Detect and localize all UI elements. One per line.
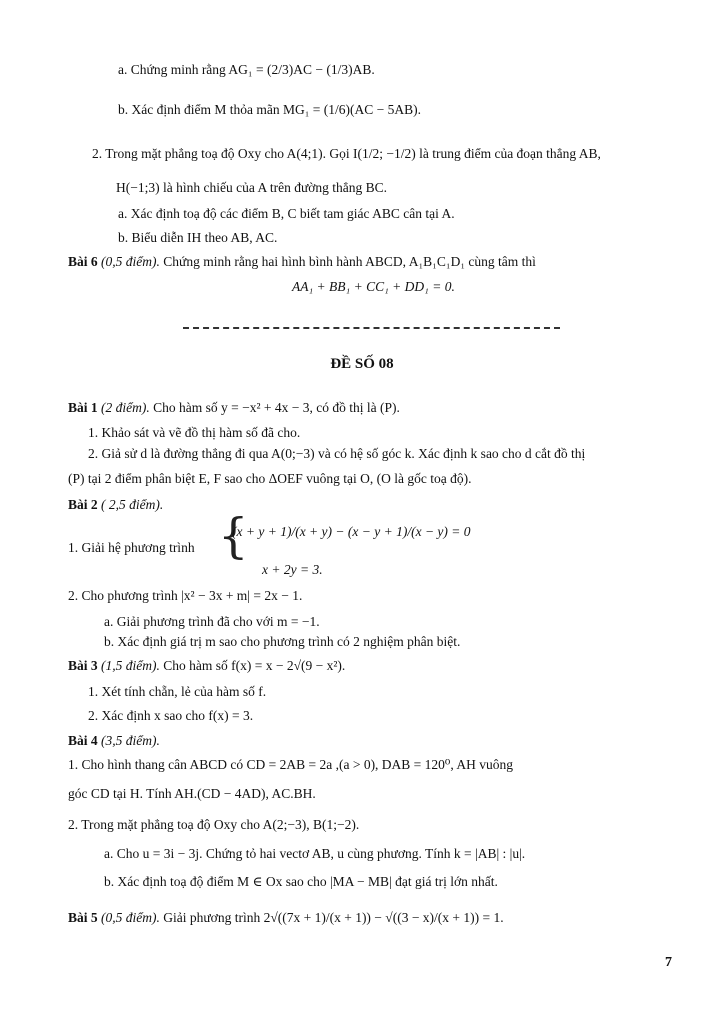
bai6-label: Bài 6: [68, 254, 98, 269]
bai4-q2: 2. Trong mặt phẳng toạ độ Oxy cho A(2;−3), B(1;−2).: [68, 817, 360, 832]
top-line-6: b. Biểu diễn IH theo AB, AC.: [118, 230, 278, 245]
bai1-label: Bài 1: [68, 400, 98, 415]
bai2-system-eq1: (x + y + 1)/(x + y) − (x − y + 1)/(x − y) = 0: [232, 524, 471, 539]
bai3-q1: 1. Xét tính chẵn, lẻ của hàm số f.: [88, 684, 267, 699]
section-divider: [183, 327, 560, 329]
bai2-points: ( 2,5 điểm).: [97, 497, 164, 512]
bai2-heading: [68, 497, 163, 513]
system-brace: {: [218, 508, 249, 564]
bai2-q2: 2. Cho phương trình |x² − 3x + m| = 2x − 1.: [68, 588, 303, 603]
bai5-text: Giải phương trình 2√((7x + 1)/(x + 1)) − √((3 − x)/(x + 1)) = 1.: [159, 910, 504, 925]
bai4-q1-line2: góc CD tại H. Tính AH.(CD − 4AD), AC.BH.: [68, 786, 316, 801]
top-line-4: H(−1;3) là hình chiếu của A trên đường thẳng BC.: [116, 180, 388, 195]
bai6-equation: AA₁ + BB₁ + CC₁ + DD₁ = 0.: [292, 279, 455, 294]
bai2-system-eq2: x + 2y = 3.: [262, 562, 323, 577]
page-number: 7: [665, 955, 672, 970]
bai1-q1: 1. Khảo sát và vẽ đồ thị hàm số đã cho.: [88, 425, 301, 440]
bai3-points: (1,5 điểm).: [97, 658, 160, 673]
bai3-text: Cho hàm số f(x) = x − 2√(9 − x²).: [159, 658, 346, 673]
bai4-label: Bài 4: [68, 733, 98, 748]
bai6-text: Chứng minh rằng hai hình bình hành ABCD, A₁B₁C₁D₁ cùng tâm thì: [159, 254, 536, 269]
bai4-q2a: a. Cho u = 3i − 3j. Chứng tỏ hai vectơ AB, u cùng phương. Tính k = |AB| : |u|.: [104, 846, 526, 861]
bai1-statement: [68, 400, 400, 416]
exam-title: ĐỀ SỐ 08: [330, 356, 394, 372]
bai2-q2a: a. Giải phương trình đã cho với m = −1.: [104, 614, 320, 629]
bai1-text: Cho hàm số y = −x² + 4x − 3, có đồ thị là (P).: [149, 400, 400, 415]
bai4-heading: [68, 733, 160, 749]
bai4-q2b: b. Xác định toạ độ điểm M ∈ Ox sao cho |MA − MB| đạt giá trị lớn nhất.: [104, 874, 498, 889]
bai4-q1-line1: 1. Cho hình thang cân ABCD có CD = 2AB = 2a ,(a > 0), DAB = 120⁰, AH vuông: [68, 757, 513, 772]
bai5-label: Bài 5: [68, 910, 98, 925]
bai1-q2-line1: 2. Giả sử d là đường thẳng đi qua A(0;−3) và có hệ số góc k. Xác định k sao cho d cắt đồ thị: [88, 446, 586, 461]
top-line-2: b. Xác định điểm M thỏa mãn MG₁ = (1/6)(AC − 5AB).: [118, 102, 422, 117]
bai6-statement: [68, 254, 536, 270]
bai1-points: (2 điểm).: [97, 400, 150, 415]
bai3-statement: [68, 658, 345, 674]
bai3-q2: 2. Xác định x sao cho f(x) = 3.: [88, 708, 254, 723]
bai5-statement: [68, 910, 504, 926]
bai2-q1: 1. Giải hệ phương trình: [68, 540, 195, 555]
bai2-q2b: b. Xác định giá trị m sao cho phương trình có 2 nghiệm phân biệt.: [104, 634, 461, 649]
bai6-points: (0,5 điểm).: [97, 254, 160, 269]
bai2-label: Bài 2: [68, 497, 98, 512]
top-line-1: a. Chứng minh rằng AG₁ = (2/3)AC − (1/3)AB.: [118, 62, 375, 77]
top-line-5: a. Xác định toạ độ các điểm B, C biết tam giác ABC cân tại A.: [118, 206, 455, 221]
top-line-3: 2. Trong mặt phẳng toạ độ Oxy cho A(4;1). Gọi I(1/2; −1/2) là trung điểm của đoạn thẳng AB,: [92, 146, 601, 161]
bai3-label: Bài 3: [68, 658, 98, 673]
bai4-points: (3,5 điểm).: [97, 733, 160, 748]
bai1-q2-line2: (P) tại 2 điểm phân biệt E, F sao cho ΔOEF vuông tại O, (O là gốc toạ độ).: [68, 471, 472, 486]
bai5-points: (0,5 điểm).: [97, 910, 160, 925]
